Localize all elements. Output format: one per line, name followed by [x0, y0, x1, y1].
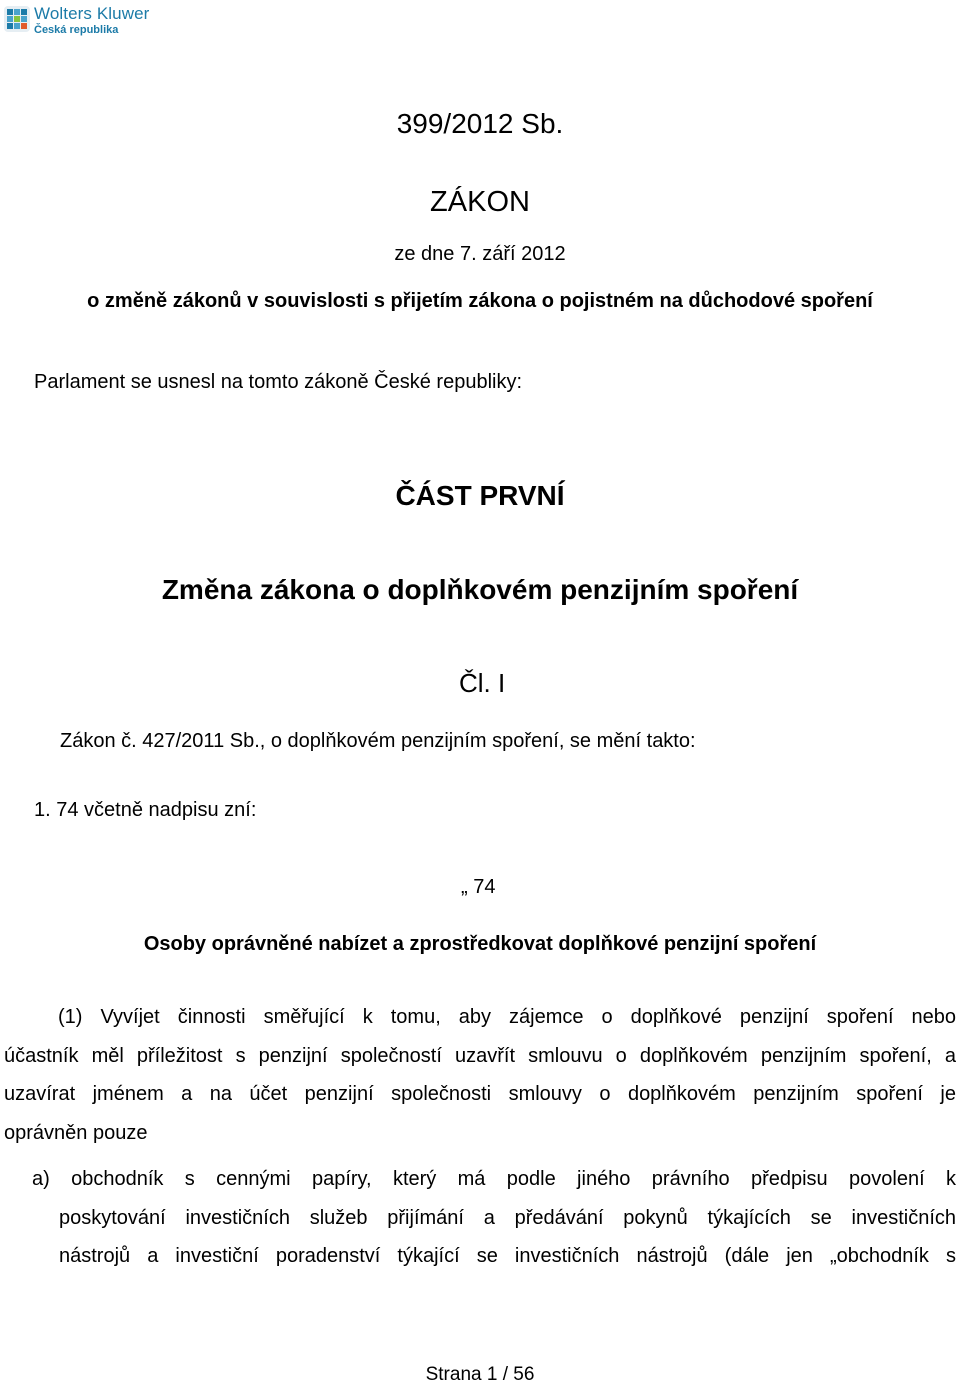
amendment-point-1: 1. 74 včetně nadpisu zní: [34, 799, 257, 821]
part-title: ČÁST PRVNÍ [395, 480, 565, 511]
preamble: Parlament se usnesl na tomto zákoně České republiky: [34, 371, 523, 393]
paragraph-sign: „ 74 [461, 876, 496, 898]
item-a-line: poskytování investičních služeb přijímání a předávání pokynů týkajících se investičních [59, 1207, 956, 1229]
body-line: oprávněn pouze [4, 1122, 148, 1144]
part-subtitle: Změna zákona o doplňkovém penzijním spoření [161, 574, 799, 605]
document-subject: o změně zákonů v souvislosti s přijetím zákona o pojistném na důchodové spoření [87, 290, 873, 312]
wolters-kluwer-logo [4, 4, 154, 38]
brand-subtitle: Česká republika [34, 24, 119, 36]
body-line: (1) Vyvíjet činnosti směřující k tomu, aby zájemce o doplňkové penzijní spoření nebo [58, 1006, 956, 1028]
brand-name: Wolters Kluwer [34, 4, 150, 23]
wolters-kluwer-logo-mark-icon [4, 6, 30, 32]
paragraph-heading: Osoby oprávněné nabízet a zprostředkovat doplňkové penzijní spoření [143, 933, 817, 955]
article-title: Čl. I [459, 668, 506, 698]
document-kind: ZÁKON [430, 186, 530, 218]
body-line: účastník měl příležitost s penzijní společností uzavřít smlouvu o doplňkovém penzijním spoření, a [4, 1045, 956, 1067]
item-a-line: nástrojů a investiční poradenství týkající se investičních nástrojů (dále jen „obchodník s [59, 1245, 956, 1267]
body-line: uzavírat jménem a na účet penzijní společnosti smlouvy o doplňkovém penzijním spoření je [4, 1083, 956, 1105]
document-date: ze dne 7. září 2012 [394, 243, 566, 265]
document-number: 399/2012 Sb. [396, 108, 564, 139]
page-number: Strana 1 / 56 [425, 1364, 535, 1385]
amendment-intro: Zákon č. 427/2011 Sb., o doplňkovém penzijním spoření, se mění takto: [60, 730, 696, 752]
item-a-line: a) obchodník s cennými papíry, který má podle jiného právního předpisu povolení k [32, 1168, 956, 1190]
